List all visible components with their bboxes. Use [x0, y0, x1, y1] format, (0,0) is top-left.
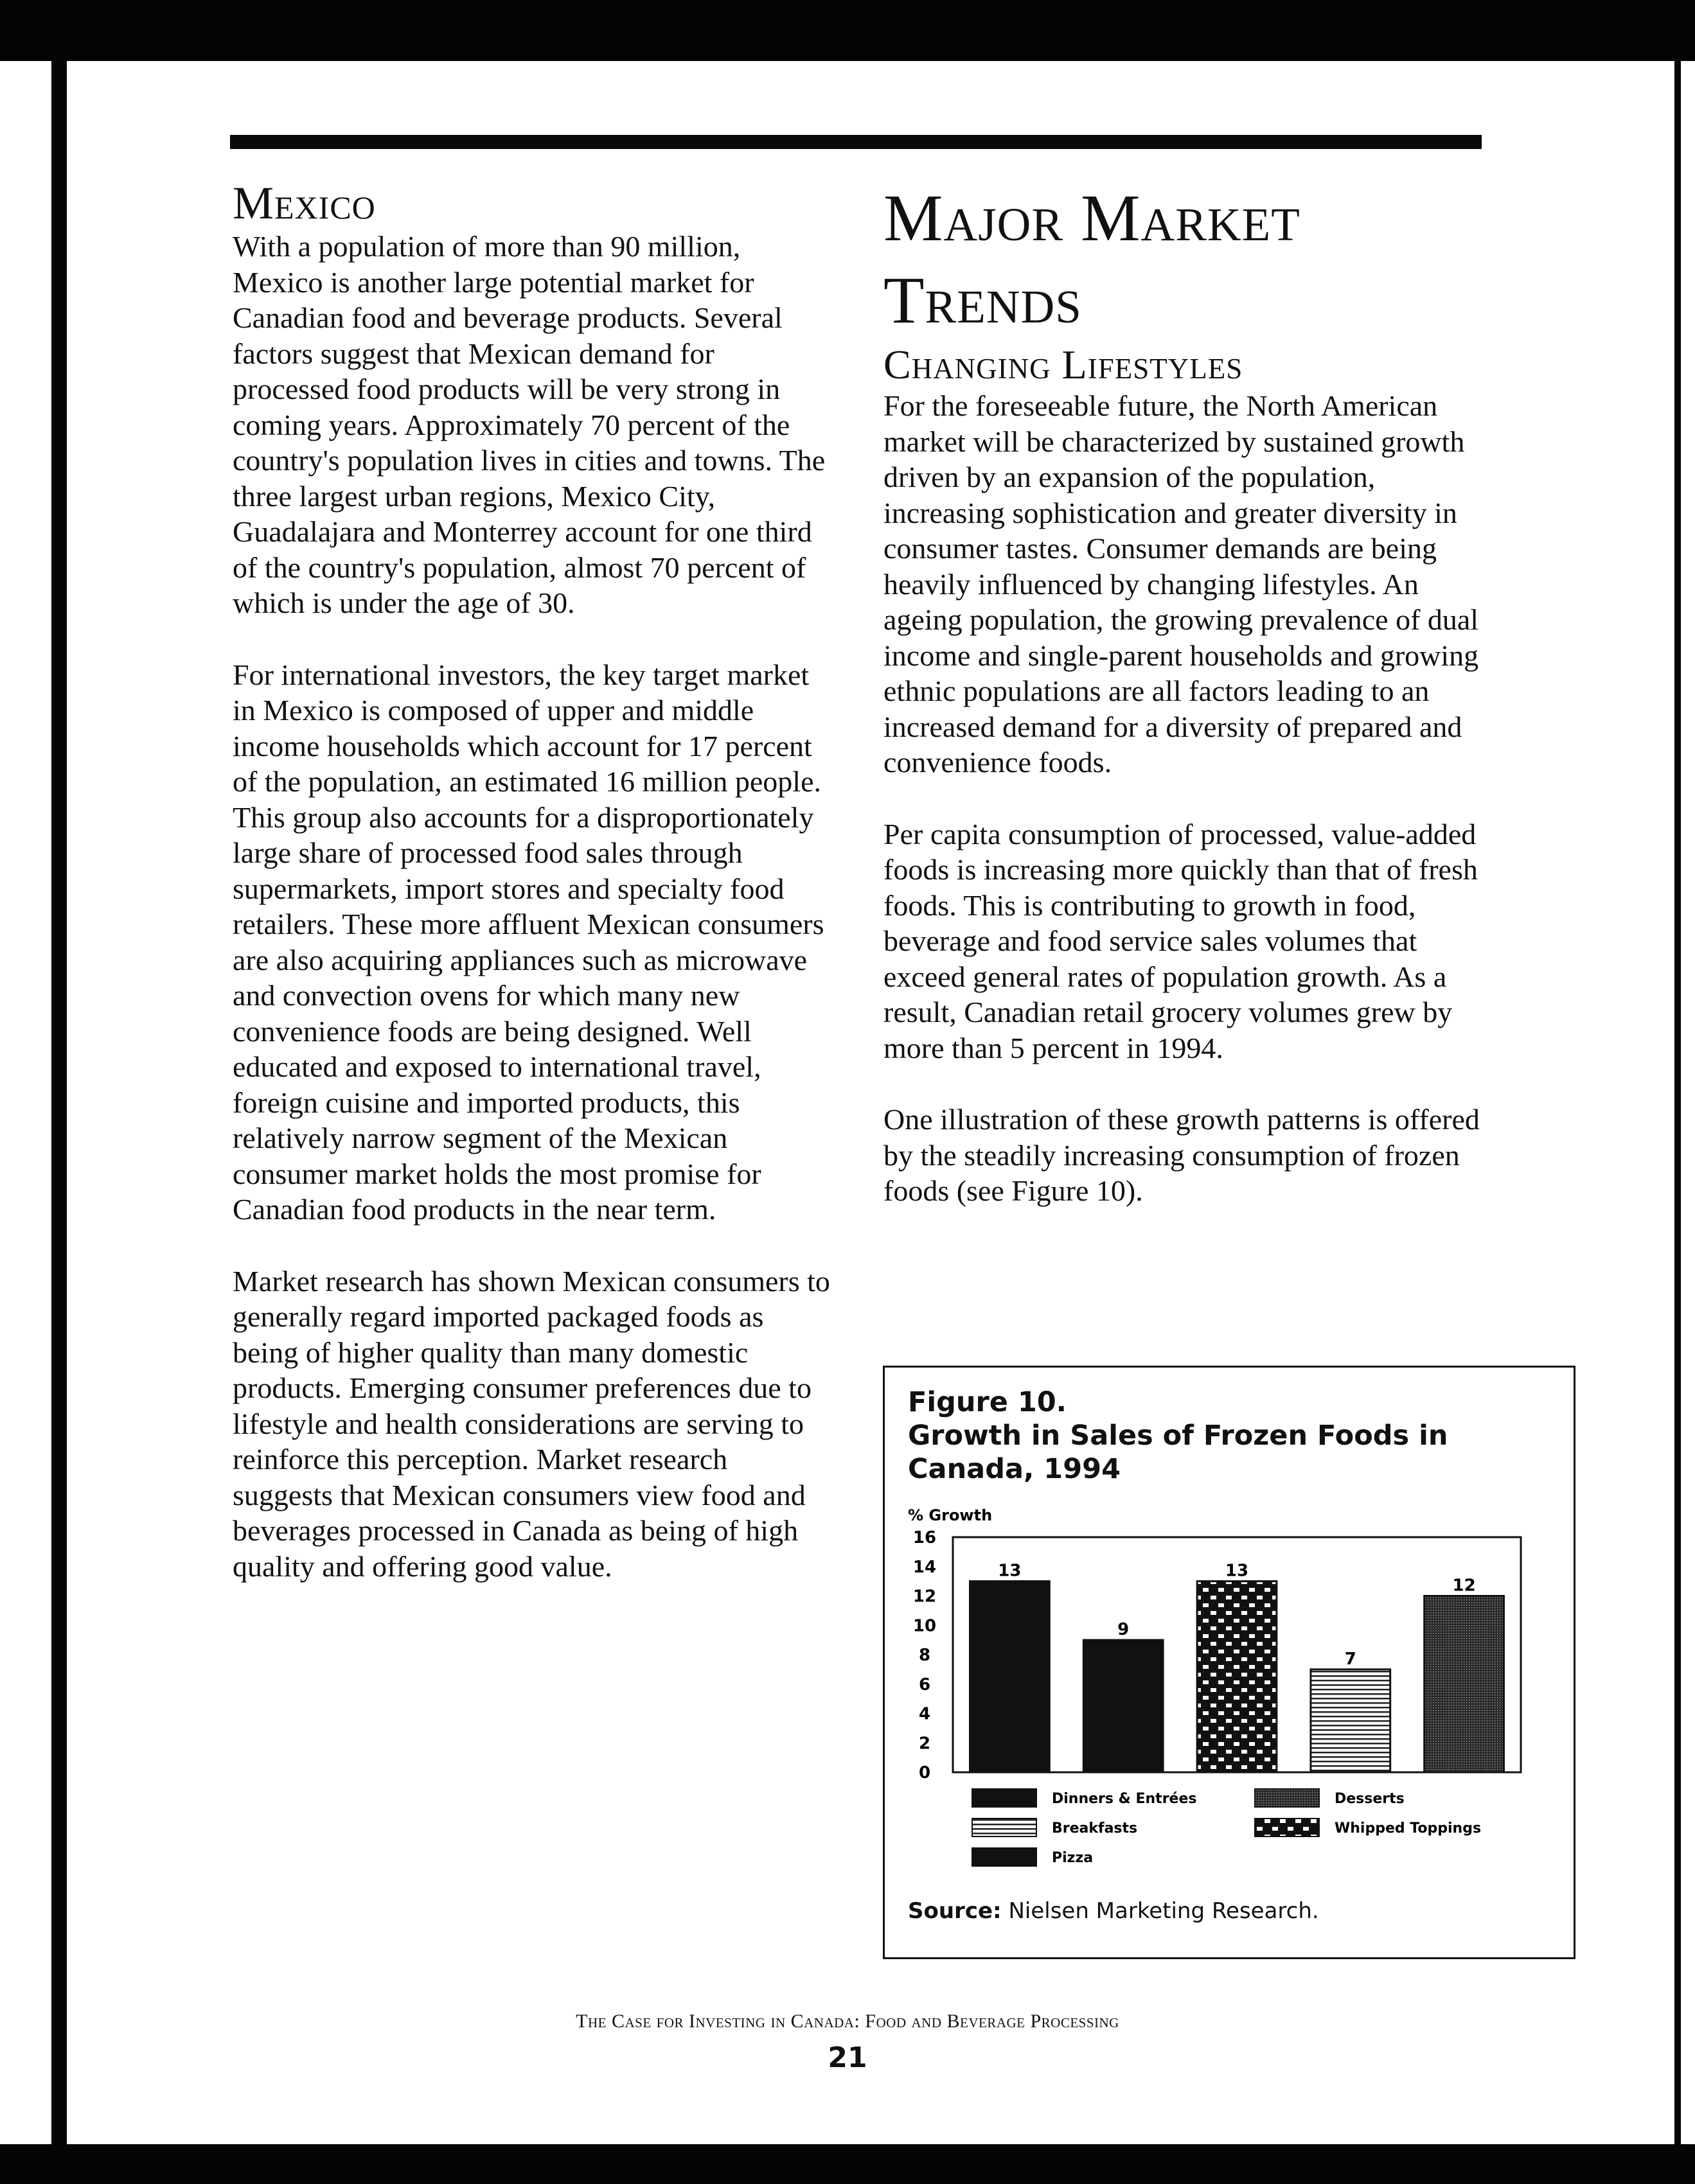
mexico-section [233, 177, 830, 1620]
major-market-trends-title [883, 177, 1481, 342]
legend-swatch-pizza [972, 1848, 1036, 1866]
bar-value-label: 9 [1117, 1620, 1130, 1640]
y-tick-label: 4 [918, 1704, 931, 1724]
y-tick-label: 8 [918, 1646, 931, 1665]
legend-label-desserts: Desserts [1335, 1791, 1405, 1807]
legend-swatch-desserts [1255, 1789, 1319, 1807]
mexico-paragraph-1: With a population of more than 90 million, Mexico is another large potential market for Canadian food and beverage products. Several factors suggest that Mexican demand for processed food products will be very strong in coming years. Approximately 70 percent of the country's population lives in cities and towns. The three largest urban regions, Mexico City, Guadalajara and Monterrey account for one third of the country's population, almost 70 percent of which is under the age of 30. [233, 230, 826, 619]
trends-section [883, 177, 1481, 1245]
legend-swatch-dinners-entr-es [972, 1789, 1036, 1807]
y-tick-label: 12 [912, 1587, 937, 1607]
title-line-1: Major Market [883, 181, 1300, 255]
bar-value-label: 13 [1225, 1561, 1249, 1581]
bar-desserts [1424, 1596, 1504, 1773]
trends-paragraph-2: Per capita consumption of processed, value-added foods is increasing more quickly than that of fresh foods. This is contributing to growth in food, beverage and food service sales volumes that exceed general rates of population growth. As a result, Canadian retail grocery volumes grew by more than 5 percent in 1994. [883, 817, 1478, 1064]
figure-label: Figure 10. [908, 1386, 1067, 1418]
legend-swatch-breakfasts [972, 1819, 1036, 1836]
legend-label-dinners-entr-es: Dinners & Entrées [1052, 1791, 1197, 1807]
running-footer: The Case for Investing in Canada: Food and Beverage Processing [576, 2011, 1119, 2032]
scan-border-left [51, 61, 67, 2144]
legend-label-breakfasts: Breakfasts [1052, 1820, 1138, 1836]
figure-10 [883, 1366, 1575, 1959]
y-tick-label: 6 [918, 1675, 931, 1695]
y-tick-label: 10 [912, 1616, 937, 1636]
page-number: 21 [828, 2041, 867, 2074]
changing-lifestyles-heading: Changing Lifestyles [883, 342, 1243, 387]
bar-pizza [1083, 1640, 1163, 1772]
bar-value-label: 7 [1344, 1649, 1356, 1669]
scan-border-top [0, 0, 1695, 61]
legend-swatch-whipped-toppings [1255, 1819, 1319, 1836]
trends-paragraph-1: For the foreseeable future, the North American market will be characterized by sustained growth driven by an expansion of the population, increasing sophistication and greater diversity in consumer tastes. Consumer demands are being heavily influenced by changing lifestyles. An ageing population, the growing prevalence of dual income and single-parent households and growing ethnic populations are all factors leading to an increased demand for a diversity of prepared and convenience foods. [883, 389, 1479, 779]
legend-label-pizza: Pizza [1052, 1850, 1094, 1866]
mexico-paragraph-3: Market research has shown Mexican consumers to generally regard imported packaged foods as being of higher quality than many domestic products. Emerging consumer preferences due to lifestyle and health considerations are serving to reinforce this perception. Market research suggests that Mexican consumers view food and beverages processed in Canada as being of high quality and offering good value. [233, 1264, 830, 1583]
bar-value-label: 12 [1452, 1576, 1476, 1596]
bar-value-label: 13 [998, 1561, 1022, 1581]
figure-title [908, 1386, 1550, 1486]
mexico-paragraph-2: For international investors, the key target market in Mexico is composed of upper and middle income households which account for 17 percent of the population, an estimated 16 million people. This group also accounts for a disproportionately large share of processed food sales through supermarkets, import stores and specialty food retailers. These more affluent Mexican consumers are also acquiring appliances such as microwave and convection ovens for which many new convenience foods are being designed. Well educated and exposed to international travel, foreign cuisine and imported products, this relatively narrow segment of the Mexican consumer market holds the most promise for Canadian food products in the near term. [233, 658, 824, 1226]
legend-label-whipped-toppings: Whipped Toppings [1335, 1820, 1482, 1836]
y-axis-label: % Growth [908, 1509, 993, 1524]
bar-whipped-toppings [1197, 1581, 1277, 1772]
figure-title-line-1: Growth in Sales of Frozen Foods in [908, 1420, 1448, 1452]
figure-source [908, 1898, 1319, 1924]
source-label: Source: [908, 1898, 1002, 1924]
source-text: Nielsen Marketing Research. [1008, 1898, 1319, 1924]
y-tick-label: 0 [918, 1763, 931, 1783]
title-line-2: Trends [883, 263, 1082, 337]
bar-breakfasts [1311, 1669, 1390, 1772]
scan-border-right [1674, 61, 1681, 2144]
y-tick-label: 14 [912, 1557, 937, 1577]
scan-border-bottom [0, 2144, 1695, 2184]
figure-title-line-2: Canada, 1994 [908, 1453, 1121, 1485]
mexico-heading: Mexico [233, 177, 376, 229]
y-tick-label: 16 [912, 1528, 937, 1547]
trends-paragraph-3: One illustration of these growth patterns is offered by the steadily increasing consumption of frozen foods (see Figure 10). [883, 1103, 1480, 1207]
y-tick-label: 2 [918, 1734, 931, 1754]
header-rule [230, 135, 1482, 149]
bar-dinners-entr-es [970, 1581, 1050, 1772]
bar-chart [908, 1509, 1550, 1869]
